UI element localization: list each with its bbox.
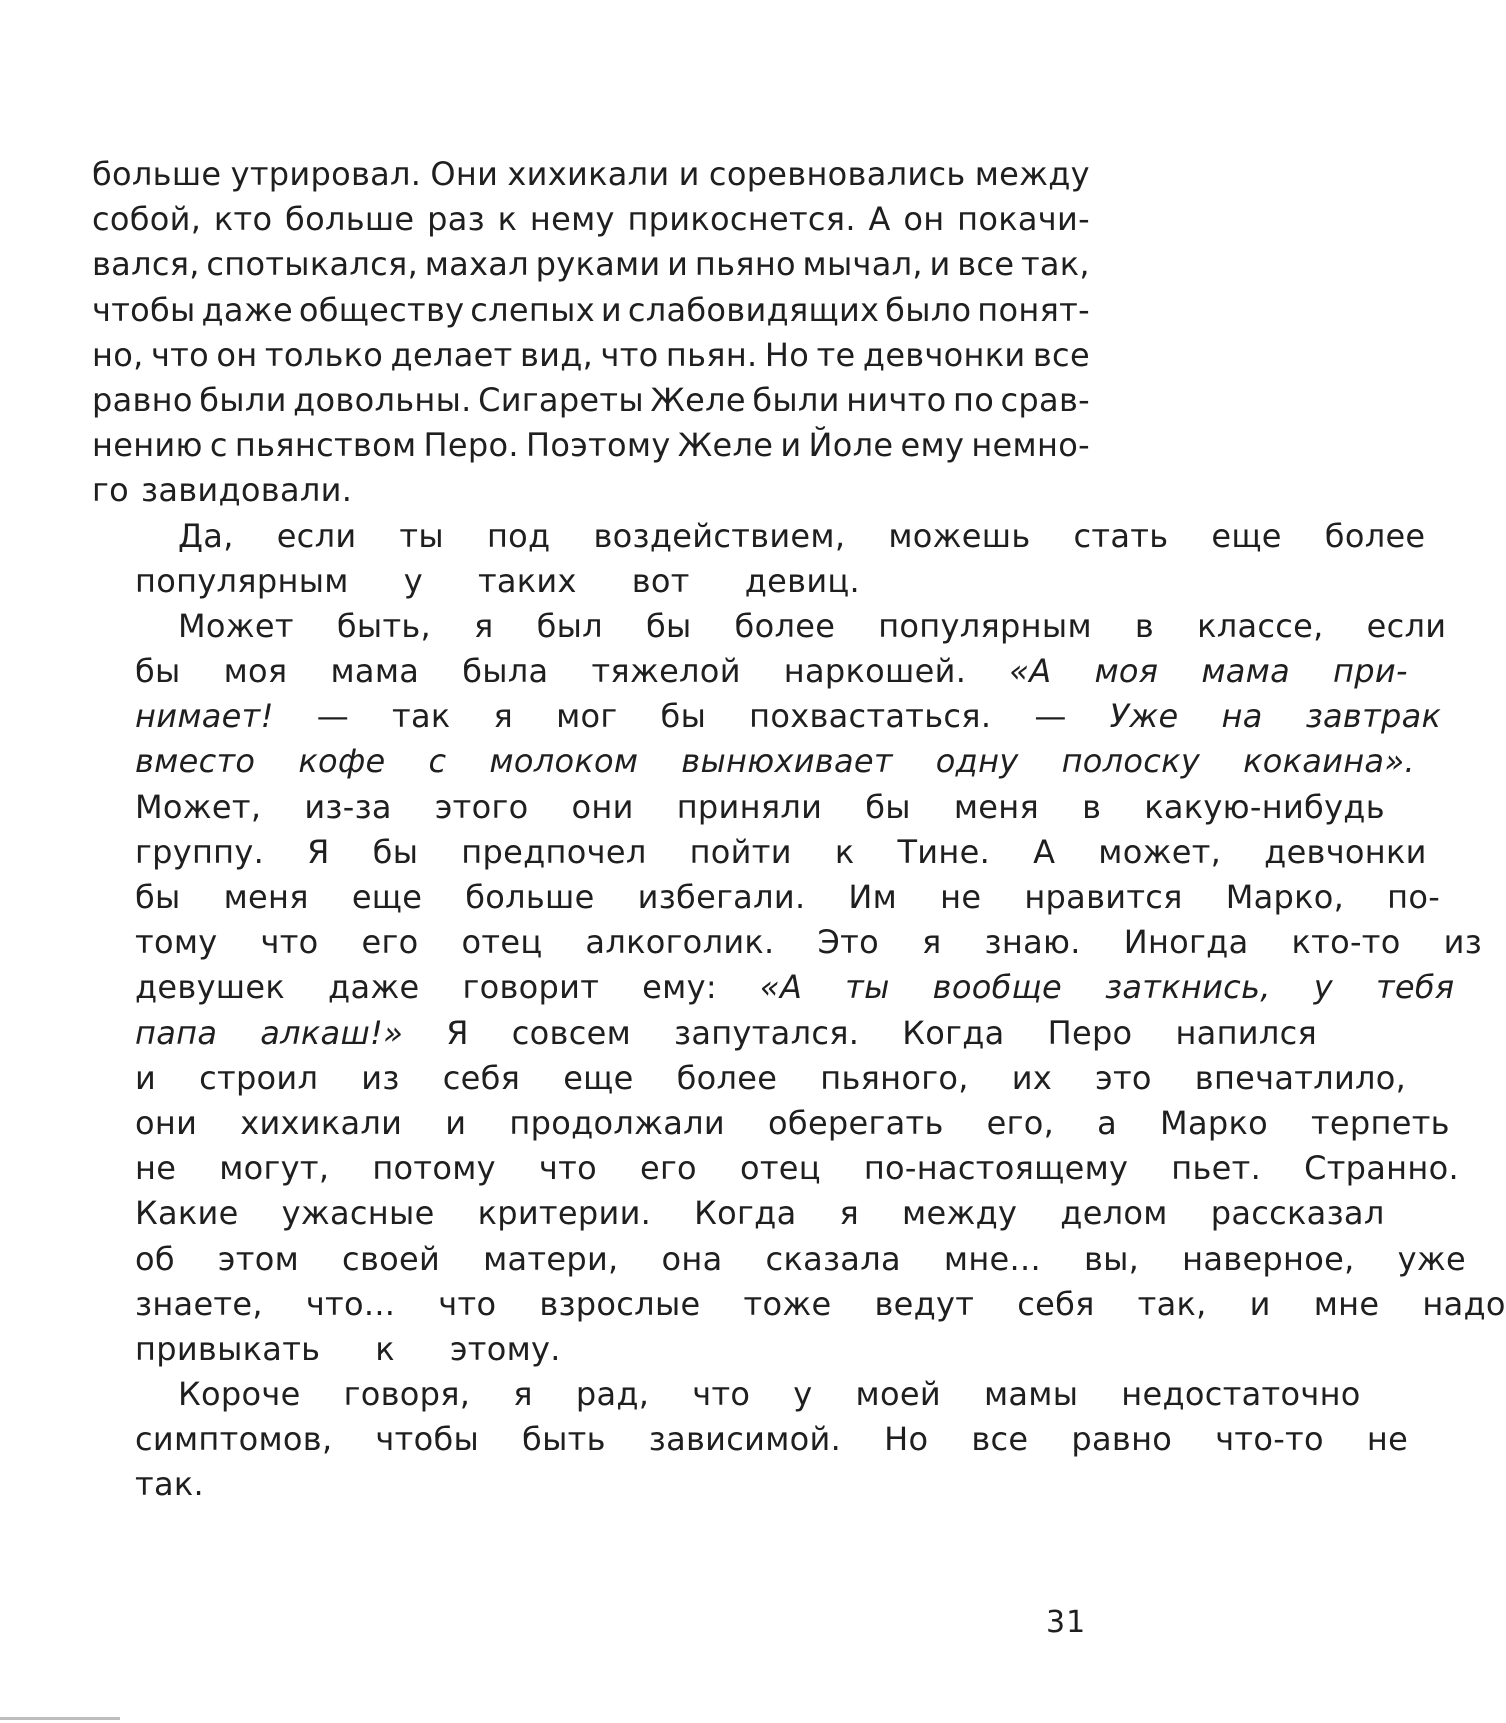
word: соревновались xyxy=(708,155,966,193)
word: девиц. xyxy=(744,561,860,600)
word: они xyxy=(135,1103,198,1142)
word: вот xyxy=(631,561,690,600)
word: что xyxy=(538,1149,597,1188)
word: вид, xyxy=(519,335,594,374)
word: тяжелой xyxy=(591,652,741,691)
word: нему xyxy=(529,200,615,239)
word: мамы xyxy=(983,1375,1079,1414)
text-line xyxy=(92,739,1415,784)
bottom-edge-rule xyxy=(0,1717,120,1720)
word: равно xyxy=(1071,1420,1173,1459)
word: пьян. xyxy=(665,335,758,374)
word: меня xyxy=(953,787,1040,826)
word: — xyxy=(1034,697,1067,736)
word: ничто xyxy=(846,380,947,419)
word: Но xyxy=(764,335,810,374)
word: завидовали. xyxy=(141,471,353,510)
word: Я xyxy=(446,1013,469,1052)
word: Когда xyxy=(902,1013,1005,1052)
word: между xyxy=(974,155,1090,193)
word: Может, xyxy=(135,787,262,826)
word: мне... xyxy=(943,1239,1041,1278)
word: этого xyxy=(434,787,529,826)
word: все xyxy=(1032,335,1090,374)
word: так. xyxy=(135,1465,204,1504)
word: ужасные xyxy=(281,1194,435,1233)
word: Йоле xyxy=(808,426,894,465)
word: чтобы xyxy=(92,290,196,329)
word: между xyxy=(902,1194,1018,1233)
word: — xyxy=(316,697,350,736)
word: Перо xyxy=(1047,1013,1133,1052)
text-line xyxy=(92,288,1090,333)
text-line xyxy=(92,1191,1385,1236)
word: более xyxy=(1324,516,1426,555)
word: какую-нибудь xyxy=(1144,787,1385,826)
word: мама xyxy=(330,652,420,691)
word: что-то xyxy=(1215,1420,1324,1459)
text-line xyxy=(92,1282,1506,1327)
word: что xyxy=(150,335,209,374)
word: Да, xyxy=(178,516,234,555)
word: бы xyxy=(135,878,181,916)
word: еще xyxy=(563,1058,634,1097)
word: привыкать xyxy=(135,1329,321,1368)
word: не xyxy=(940,878,982,916)
text-line xyxy=(92,875,1441,920)
word: его xyxy=(361,923,419,962)
text-line xyxy=(92,965,1455,1010)
word: кто-то xyxy=(1291,923,1401,962)
word: оберегать xyxy=(768,1103,944,1142)
word: папа xyxy=(135,1013,218,1052)
word: еще xyxy=(1211,516,1282,555)
word: ведут xyxy=(874,1284,975,1323)
word: могут, xyxy=(219,1149,330,1188)
body-text xyxy=(92,152,1506,1508)
word: так xyxy=(392,697,451,736)
text-line xyxy=(92,333,1090,378)
word: тому xyxy=(135,923,218,962)
word: приняли xyxy=(676,787,823,826)
word: срав- xyxy=(1000,380,1090,419)
word: девчонки xyxy=(862,335,1026,374)
word: строил xyxy=(199,1058,319,1097)
word: меня xyxy=(223,878,309,916)
word: Но xyxy=(884,1420,929,1459)
word: мог xyxy=(556,697,618,736)
word: отец xyxy=(739,1149,821,1188)
word: вался, xyxy=(92,245,200,284)
word: воздействием, xyxy=(593,516,846,555)
word: все xyxy=(957,245,1015,284)
word: делом xyxy=(1060,1194,1168,1233)
text-line xyxy=(92,694,1442,739)
word: слабовидящих xyxy=(627,290,880,329)
word: таких xyxy=(477,561,577,600)
word: впечатлило, xyxy=(1194,1058,1407,1097)
word: наркошей. xyxy=(783,652,967,691)
word: под xyxy=(486,516,551,555)
word: раз xyxy=(427,200,485,239)
word: слепых xyxy=(470,290,595,329)
word: об xyxy=(135,1239,175,1278)
word: матери, xyxy=(483,1239,619,1278)
text-line xyxy=(92,1146,1459,1191)
text-line xyxy=(92,785,1385,830)
word: А xyxy=(1033,832,1056,871)
word: пойти xyxy=(689,832,792,871)
word: что xyxy=(692,1375,751,1414)
word: Уже xyxy=(1109,697,1179,736)
word: недостаточно xyxy=(1121,1375,1361,1414)
word: завтрак xyxy=(1305,697,1442,736)
text-line xyxy=(92,1462,1090,1507)
word: делает xyxy=(390,335,513,374)
word: Иногда xyxy=(1123,923,1249,962)
word: совсем xyxy=(511,1013,632,1052)
word: ты xyxy=(399,516,444,555)
word: Они xyxy=(430,155,499,193)
word: я xyxy=(921,923,942,962)
word: чтобы xyxy=(375,1420,480,1459)
word: у xyxy=(403,561,423,600)
word: предпочел xyxy=(461,832,647,871)
word: даже xyxy=(328,968,420,1007)
word: их xyxy=(1011,1058,1053,1097)
word: уже xyxy=(1397,1239,1466,1278)
word: взрослые xyxy=(539,1284,701,1323)
word: прикоснется. xyxy=(627,200,856,239)
word: запутался. xyxy=(674,1013,860,1052)
word: и xyxy=(929,245,951,284)
word: одну xyxy=(935,742,1019,781)
word: критерии. xyxy=(477,1194,652,1233)
word: кокаина». xyxy=(1243,742,1415,781)
word: она xyxy=(661,1239,723,1278)
word: вы, xyxy=(1083,1239,1140,1278)
word: может, xyxy=(1098,832,1222,871)
word: ты xyxy=(845,968,890,1007)
word: что xyxy=(600,335,659,374)
word: Тине. xyxy=(897,832,991,871)
text-line xyxy=(92,649,1408,694)
word: я xyxy=(513,1375,533,1414)
word: но, xyxy=(92,335,144,374)
page-number: 31 xyxy=(1046,1605,1087,1640)
paragraph xyxy=(92,152,1090,514)
word: по-настоящему xyxy=(863,1149,1129,1188)
word: девчонки xyxy=(1264,832,1427,871)
word: были xyxy=(752,380,840,419)
text-line xyxy=(92,423,1090,468)
word: понят- xyxy=(977,290,1090,329)
word: себя xyxy=(1017,1284,1095,1323)
word: только xyxy=(264,335,384,374)
word: пьет. xyxy=(1171,1149,1262,1188)
text-line xyxy=(92,1056,1407,1101)
text-line xyxy=(92,559,1090,604)
word: более xyxy=(676,1058,778,1097)
word: Это xyxy=(817,923,879,962)
word: быть, xyxy=(336,606,432,645)
word: по- xyxy=(1387,878,1441,916)
word: равно xyxy=(92,380,193,419)
word: ему: xyxy=(642,968,717,1007)
word: кто xyxy=(213,200,273,239)
text-line xyxy=(92,1327,1090,1372)
word: к xyxy=(375,1329,395,1368)
word: алкоголик. xyxy=(585,923,775,962)
word: покачи- xyxy=(957,200,1090,239)
word: похвастаться. xyxy=(749,697,992,736)
word: еще xyxy=(351,878,423,916)
word: А xyxy=(868,200,891,239)
word: можешь xyxy=(888,516,1031,555)
word: знаю. xyxy=(984,923,1081,962)
word: этому. xyxy=(449,1329,561,1368)
text-line xyxy=(92,468,1090,513)
word: больше xyxy=(92,155,222,193)
word: пьяного, xyxy=(820,1058,969,1097)
word: напился xyxy=(1175,1013,1318,1052)
word: довольны. xyxy=(293,380,472,419)
word: по xyxy=(952,380,995,419)
text-line xyxy=(92,197,1090,242)
word: классе, xyxy=(1197,606,1324,645)
word: Я xyxy=(307,832,330,871)
text-line xyxy=(92,152,1090,197)
word: Какие xyxy=(135,1194,239,1233)
word: к xyxy=(834,832,855,871)
word: алкаш!» xyxy=(260,1013,404,1052)
word: рад, xyxy=(575,1375,650,1414)
word: нравится xyxy=(1024,878,1183,916)
word: в xyxy=(1082,787,1102,826)
word: было xyxy=(885,290,972,329)
word: «А xyxy=(1009,652,1052,691)
word: если xyxy=(276,516,357,555)
word: если xyxy=(1366,606,1447,645)
word: и xyxy=(780,426,802,465)
word: на xyxy=(1221,697,1263,736)
word: были xyxy=(199,380,287,419)
word: я xyxy=(839,1194,860,1233)
word: у xyxy=(1313,968,1333,1007)
word: из xyxy=(1443,923,1483,962)
word: Марко xyxy=(1160,1103,1268,1142)
paragraph xyxy=(92,1372,1409,1508)
word: это xyxy=(1095,1058,1152,1097)
text-line xyxy=(92,1372,1361,1417)
word: говоря, xyxy=(343,1375,471,1414)
word: кофе xyxy=(298,742,386,781)
word: избегали. xyxy=(637,878,806,916)
word: и xyxy=(667,245,689,284)
word: немно- xyxy=(971,426,1090,465)
word: вместо xyxy=(135,742,256,781)
word: что... xyxy=(305,1284,396,1323)
word: быть xyxy=(522,1420,606,1459)
word: все xyxy=(971,1420,1029,1459)
word: руками xyxy=(535,245,661,284)
word: Перо. xyxy=(423,426,519,465)
word: а xyxy=(1097,1103,1118,1142)
text-line xyxy=(92,514,1426,559)
word: надо xyxy=(1422,1284,1506,1323)
word: хихикали xyxy=(507,155,670,193)
word: из-за xyxy=(304,787,392,826)
word: тебя xyxy=(1375,968,1455,1007)
word: и xyxy=(135,1058,157,1097)
word: бы xyxy=(660,697,707,736)
word: бы xyxy=(645,606,692,645)
word: утрировал. xyxy=(230,155,422,193)
word: больше xyxy=(285,200,415,239)
word: наверное, xyxy=(1182,1239,1355,1278)
word: у xyxy=(793,1375,813,1414)
word: моей xyxy=(855,1375,941,1414)
word: даже xyxy=(201,290,293,329)
word: этом xyxy=(217,1239,300,1278)
word: мне xyxy=(1313,1284,1380,1323)
paragraph xyxy=(92,514,1426,604)
word: мама xyxy=(1201,652,1291,691)
word: не xyxy=(135,1149,177,1188)
word: Желе xyxy=(650,380,746,419)
word: Желе xyxy=(677,426,774,465)
word: он xyxy=(903,200,945,239)
word: так, xyxy=(1137,1284,1207,1323)
word: Короче xyxy=(178,1375,301,1414)
word: симптомов, xyxy=(135,1420,333,1459)
word: группу. xyxy=(135,832,265,871)
word: стать xyxy=(1073,516,1169,555)
text-line xyxy=(92,242,1090,287)
word: к xyxy=(497,200,518,239)
word: тоже xyxy=(743,1284,832,1323)
word: себя xyxy=(442,1058,521,1097)
text-line xyxy=(92,378,1090,423)
word: мычал, xyxy=(802,245,923,284)
word: вынюхивает xyxy=(681,742,893,781)
word: махал xyxy=(424,245,529,284)
word: молоком xyxy=(489,742,639,781)
text-line xyxy=(92,1011,1318,1056)
word: я xyxy=(493,697,514,736)
word: девушек xyxy=(135,968,286,1007)
word: Может xyxy=(178,606,294,645)
word: он xyxy=(216,335,258,374)
word: бы xyxy=(135,652,181,691)
word: терпеть xyxy=(1310,1103,1450,1142)
word: Поэтому xyxy=(525,426,671,465)
word: в xyxy=(1134,606,1155,645)
word: хихикали xyxy=(240,1103,403,1142)
word: и xyxy=(445,1103,467,1142)
word: «А xyxy=(759,968,803,1007)
word: из xyxy=(361,1058,400,1097)
word: рассказал xyxy=(1210,1194,1385,1233)
word: бы xyxy=(865,787,911,826)
word: больше xyxy=(465,878,595,916)
word: потому xyxy=(372,1149,496,1188)
word: не xyxy=(1366,1420,1409,1459)
word: те xyxy=(816,335,856,374)
word: пьяно xyxy=(694,245,796,284)
word: они xyxy=(571,787,634,826)
word: бы xyxy=(372,832,419,871)
word: говорит xyxy=(462,968,600,1007)
word: ему xyxy=(900,426,965,465)
word: Сигареты xyxy=(478,380,644,419)
word: более xyxy=(734,606,836,645)
word: собой, xyxy=(92,200,202,239)
word: заткнись, xyxy=(1105,968,1271,1007)
word: с xyxy=(209,426,228,465)
word: пьянством xyxy=(234,426,417,465)
text-line xyxy=(92,604,1447,649)
paragraph xyxy=(92,604,1506,1372)
word: зависимой. xyxy=(648,1420,842,1459)
word: его xyxy=(639,1149,697,1188)
word: при- xyxy=(1333,652,1408,691)
word: его, xyxy=(986,1103,1055,1142)
word: моя xyxy=(223,652,288,691)
word: и xyxy=(678,155,700,193)
word: продолжали xyxy=(509,1103,726,1142)
word: так, xyxy=(1020,245,1090,284)
text-line xyxy=(92,830,1427,875)
word: своей xyxy=(342,1239,441,1278)
word: популярным xyxy=(135,561,349,600)
text-line xyxy=(92,1417,1409,1462)
word: что xyxy=(438,1284,497,1323)
word: с xyxy=(428,742,447,781)
word: нению xyxy=(92,426,203,465)
word: был xyxy=(536,606,603,645)
word: знаете, xyxy=(135,1284,263,1323)
word: го xyxy=(92,471,129,510)
word: полоску xyxy=(1061,742,1201,781)
word: моя xyxy=(1094,652,1159,691)
word: нимает! xyxy=(135,697,274,736)
text-line xyxy=(92,920,1483,965)
text-line xyxy=(92,1237,1466,1282)
word: и xyxy=(600,290,622,329)
word: Когда xyxy=(694,1194,797,1233)
text-line xyxy=(92,1101,1450,1146)
word: Странно. xyxy=(1304,1149,1459,1188)
word: сказала xyxy=(765,1239,901,1278)
word: была xyxy=(462,652,549,691)
word: вообще xyxy=(932,968,1063,1007)
word: я xyxy=(474,606,494,645)
word: популярным xyxy=(878,606,1092,645)
word: и xyxy=(1249,1284,1271,1323)
word: обществу xyxy=(298,290,465,329)
word: отец xyxy=(461,923,543,962)
word: что xyxy=(260,923,319,962)
word: Марко, xyxy=(1225,878,1345,916)
word: Им xyxy=(848,878,898,916)
word: спотыкался, xyxy=(206,245,419,284)
